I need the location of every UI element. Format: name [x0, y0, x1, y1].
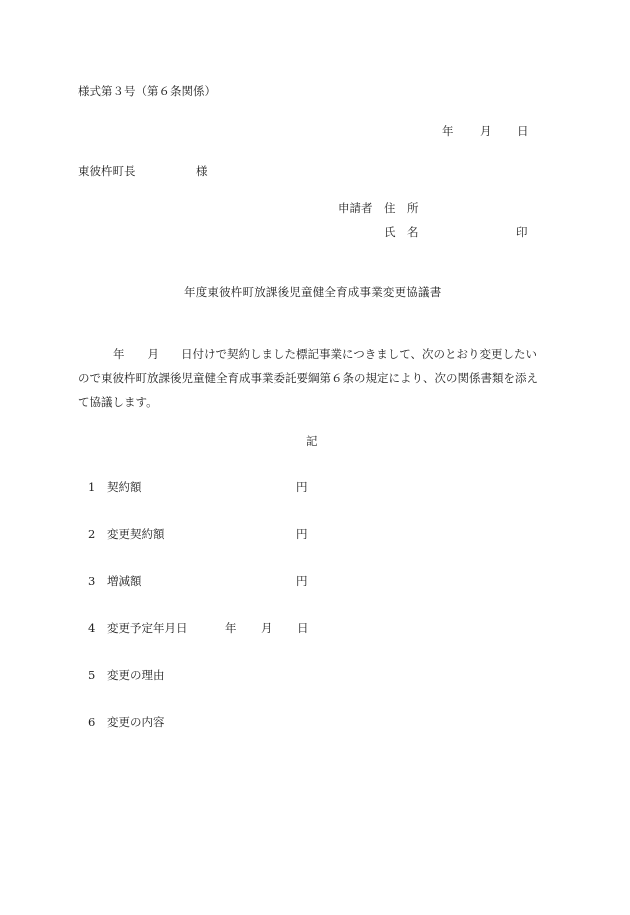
item-label: 増減額 [107, 574, 142, 588]
seal-label: 印 [516, 225, 528, 239]
addressee-honorific: 様 [196, 164, 208, 178]
body-line-3: て協議します。 [78, 395, 158, 409]
item-number: 3 [88, 574, 96, 588]
item-unit: 円 [296, 574, 308, 588]
form-number: 様式第３号（第６条関係） [78, 84, 216, 98]
item-label: 変更の内容 [107, 715, 165, 729]
ki-label: 記 [306, 434, 318, 448]
item-number: 4 [88, 621, 96, 635]
item-unit: 円 [296, 480, 308, 494]
item-number: 2 [88, 527, 96, 541]
name-label: 氏 名 [384, 225, 419, 239]
item-label: 変更の理由 [107, 668, 165, 682]
item-label: 契約額 [107, 480, 142, 494]
body-line-1-text: 日付けで契約しました標記事業につきまして、次のとおり変更したい [181, 347, 538, 361]
item-number: 5 [88, 668, 96, 682]
addressee-name: 東彼杵町長 [78, 164, 136, 178]
applicant-label: 申請者 [338, 201, 373, 215]
item-year-label: 年 [225, 621, 237, 635]
date-day-label: 日 [517, 124, 529, 138]
date-month-label: 月 [480, 124, 492, 138]
item-number: 6 [88, 715, 96, 729]
body-paragraph [78, 342, 550, 414]
body-line-1 [78, 342, 550, 366]
body-month-label: 月 [147, 347, 159, 361]
date-year-label: 年 [442, 124, 454, 138]
body-line-2: ので東彼杵町放課後児童健全育成事業委託要綱第６条の規定により、次の関係書類を添え [78, 371, 538, 385]
item-number: 1 [88, 480, 96, 494]
address-label: 住 所 [384, 201, 419, 215]
item-unit: 円 [296, 527, 308, 541]
item-label: 変更予定年月日 [107, 621, 188, 635]
body-year-label: 年 [113, 347, 125, 361]
item-day-label: 日 [297, 621, 309, 635]
item-label: 変更契約額 [107, 527, 165, 541]
document-title: 年度東彼杵町放課後児童健全育成事業変更協議書 [184, 285, 442, 299]
item-month-label: 月 [261, 621, 273, 635]
